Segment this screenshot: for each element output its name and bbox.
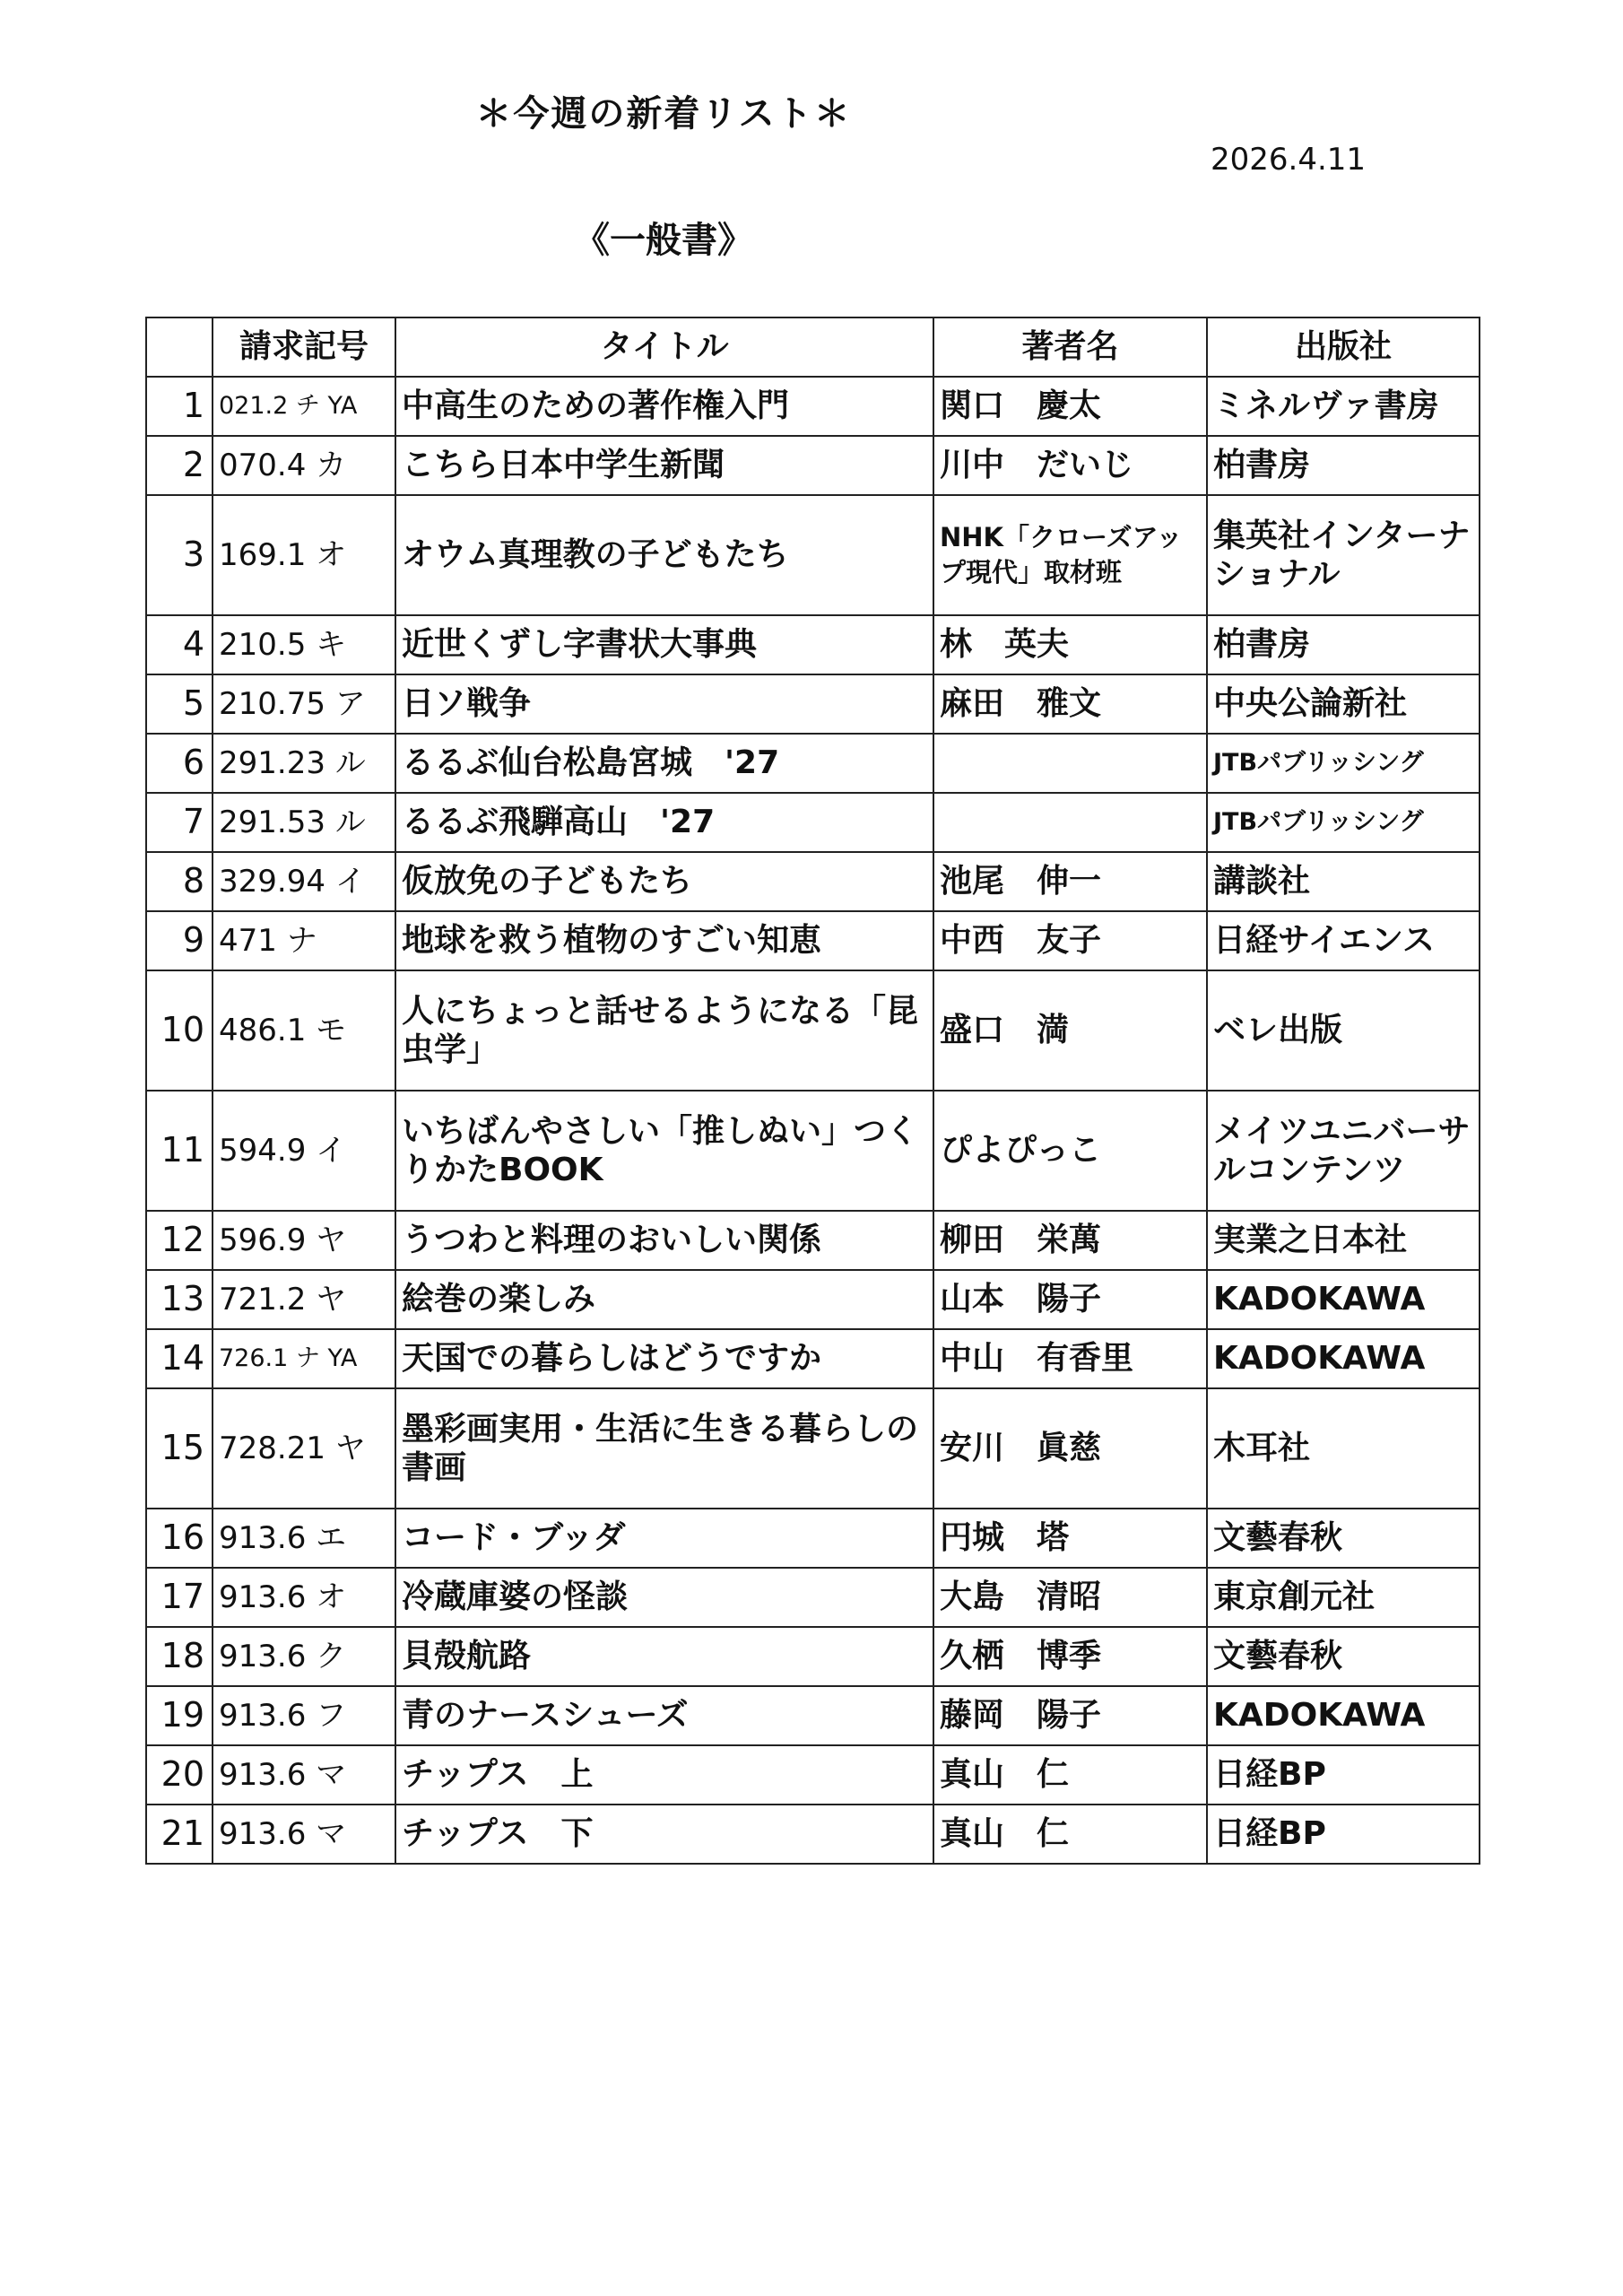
publisher-name: 講談社: [1207, 852, 1480, 911]
row-number: 20: [146, 1745, 213, 1805]
publisher-name: 文藝春秋: [1207, 1627, 1480, 1686]
table-row: [146, 970, 1480, 1091]
publisher-name: JTBパブリッシング: [1207, 793, 1480, 852]
book-title: こちら日本中学生新聞: [395, 436, 933, 495]
table-row: [146, 1509, 1480, 1568]
publisher-name: KADOKAWA: [1207, 1270, 1480, 1329]
call-number: 913.6 マ: [213, 1805, 395, 1864]
call-number: 721.2 ヤ: [213, 1270, 395, 1329]
call-number: 728.21 ヤ: [213, 1388, 395, 1509]
author-name: 円城 塔: [933, 1509, 1207, 1568]
author-name: 中山 有香里: [933, 1329, 1207, 1388]
author-name: 中西 友子: [933, 911, 1207, 970]
call-number: 913.6 マ: [213, 1745, 395, 1805]
row-number: 9: [146, 911, 213, 970]
table-row: [146, 1388, 1480, 1509]
page-title: ＊今週の新着リスト＊: [475, 93, 852, 135]
book-title: るるぶ仙台松島宮城 '27: [395, 734, 933, 793]
row-number: 5: [146, 674, 213, 734]
publisher-name: 柏書房: [1207, 615, 1480, 674]
row-number: 3: [146, 495, 213, 615]
book-title: 墨彩画実用・生活に生きる暮らしの書画: [395, 1388, 933, 1509]
call-number: 291.23 ル: [213, 734, 395, 793]
book-title: 貝殻航路: [395, 1627, 933, 1686]
call-number: 913.6 オ: [213, 1568, 395, 1627]
author-name: [933, 793, 1207, 852]
author-name: 久栖 博季: [933, 1627, 1207, 1686]
call-number: 913.6 ク: [213, 1627, 395, 1686]
row-number: 7: [146, 793, 213, 852]
publisher-name: 東京創元社: [1207, 1568, 1480, 1627]
table-row: [146, 911, 1480, 970]
author-name: 川中 だいじ: [933, 436, 1207, 495]
table-row: [146, 377, 1480, 436]
publisher-name: 木耳社: [1207, 1388, 1480, 1509]
call-number: 021.2 チ YA: [213, 377, 395, 436]
table-row: [146, 734, 1480, 793]
author-name: 麻田 雅文: [933, 674, 1207, 734]
publisher-name: KADOKAWA: [1207, 1329, 1480, 1388]
publisher-name: ベレ出版: [1207, 970, 1480, 1091]
call-number: 913.6 フ: [213, 1686, 395, 1745]
table-row: [146, 793, 1480, 852]
call-number: 594.9 イ: [213, 1091, 395, 1211]
table-row: [146, 1270, 1480, 1329]
row-number: 1: [146, 377, 213, 436]
row-number: 11: [146, 1091, 213, 1211]
book-title: 地球を救う植物のすごい知恵: [395, 911, 933, 970]
author-name: 安川 眞慈: [933, 1388, 1207, 1509]
row-number: 2: [146, 436, 213, 495]
table-row: [146, 615, 1480, 674]
publisher-name: 文藝春秋: [1207, 1509, 1480, 1568]
table-row: [146, 1211, 1480, 1270]
book-title: るるぶ飛騨高山 '27: [395, 793, 933, 852]
row-number: 17: [146, 1568, 213, 1627]
author-name: NHK「クローズアップ現代」取材班: [933, 495, 1207, 615]
table-row: [146, 495, 1480, 615]
book-title: オウム真理教の子どもたち: [395, 495, 933, 615]
call-number: 329.94 イ: [213, 852, 395, 911]
row-number: 13: [146, 1270, 213, 1329]
publisher-name: メイツユニバーサルコンテンツ: [1207, 1091, 1480, 1211]
book-title: 近世くずし字書状大事典: [395, 615, 933, 674]
list-date: 2026.4.11: [1211, 142, 1367, 178]
column-header-publisher: 出版社: [1207, 317, 1480, 377]
author-name: [933, 734, 1207, 793]
publisher-name: 日経BP: [1207, 1745, 1480, 1805]
table-row: [146, 1627, 1480, 1686]
author-name: 藤岡 陽子: [933, 1686, 1207, 1745]
row-number: 12: [146, 1211, 213, 1270]
publisher-name: JTBパブリッシング: [1207, 734, 1480, 793]
call-number: 169.1 オ: [213, 495, 395, 615]
author-name: 大島 清昭: [933, 1568, 1207, 1627]
call-number: 596.9 ヤ: [213, 1211, 395, 1270]
author-name: 真山 仁: [933, 1805, 1207, 1864]
book-title: 仮放免の子どもたち: [395, 852, 933, 911]
table-row: [146, 436, 1480, 495]
call-number: 471 ナ: [213, 911, 395, 970]
author-name: 関口 慶太: [933, 377, 1207, 436]
author-name: 林 英夫: [933, 615, 1207, 674]
call-number: 070.4 カ: [213, 436, 395, 495]
row-number: 21: [146, 1805, 213, 1864]
author-name: ぴよぴっこ: [933, 1091, 1207, 1211]
publisher-name: 日経サイエンス: [1207, 911, 1480, 970]
column-header-call-number: 請求記号: [213, 317, 395, 377]
row-number: 16: [146, 1509, 213, 1568]
row-number: 15: [146, 1388, 213, 1509]
author-name: 柳田 栄萬: [933, 1211, 1207, 1270]
book-title: いちばんやさしい「推しぬい」つくりかたBOOK: [395, 1091, 933, 1211]
book-title: チップス 上: [395, 1745, 933, 1805]
new-arrivals-table: [145, 317, 1480, 1865]
author-name: 山本 陽子: [933, 1270, 1207, 1329]
publisher-name: ミネルヴァ書房: [1207, 377, 1480, 436]
table-row: [146, 1091, 1480, 1211]
call-number: 210.5 キ: [213, 615, 395, 674]
publisher-name: 実業之日本社: [1207, 1211, 1480, 1270]
row-number: 10: [146, 970, 213, 1091]
book-title: 日ソ戦争: [395, 674, 933, 734]
book-title: 天国での暮らしはどうですか: [395, 1329, 933, 1388]
row-number: 18: [146, 1627, 213, 1686]
call-number: 726.1 ナ YA: [213, 1329, 395, 1388]
table-row: [146, 1329, 1480, 1388]
column-header-author: 著者名: [933, 317, 1207, 377]
author-name: 真山 仁: [933, 1745, 1207, 1805]
call-number: 210.75 ア: [213, 674, 395, 734]
table-row: [146, 674, 1480, 734]
publisher-name: 柏書房: [1207, 436, 1480, 495]
table-row: [146, 852, 1480, 911]
book-title: コード・ブッダ: [395, 1509, 933, 1568]
table-row: [146, 1745, 1480, 1805]
book-title: 絵巻の楽しみ: [395, 1270, 933, 1329]
table-row: [146, 1805, 1480, 1864]
section-heading: 《一般書》: [574, 220, 753, 261]
author-name: 盛口 満: [933, 970, 1207, 1091]
author-name: 池尾 伸一: [933, 852, 1207, 911]
row-number: 6: [146, 734, 213, 793]
publisher-name: 日経BP: [1207, 1805, 1480, 1864]
table-header-row: [146, 317, 1480, 377]
book-title: 人にちょっと話せるようになる「昆虫学」: [395, 970, 933, 1091]
row-number: 14: [146, 1329, 213, 1388]
table-row: [146, 1686, 1480, 1745]
book-title: チップス 下: [395, 1805, 933, 1864]
column-header-no: [146, 317, 213, 377]
call-number: 913.6 エ: [213, 1509, 395, 1568]
book-title: 青のナースシューズ: [395, 1686, 933, 1745]
book-title: 中高生のための著作権入門: [395, 377, 933, 436]
publisher-name: 集英社インターナショナル: [1207, 495, 1480, 615]
row-number: 19: [146, 1686, 213, 1745]
table-row: [146, 1568, 1480, 1627]
row-number: 4: [146, 615, 213, 674]
book-title: うつわと料理のおいしい関係: [395, 1211, 933, 1270]
column-header-title: タイトル: [395, 317, 933, 377]
call-number: 486.1 モ: [213, 970, 395, 1091]
publisher-name: 中央公論新社: [1207, 674, 1480, 734]
row-number: 8: [146, 852, 213, 911]
publisher-name: KADOKAWA: [1207, 1686, 1480, 1745]
call-number: 291.53 ル: [213, 793, 395, 852]
book-title: 冷蔵庫婆の怪談: [395, 1568, 933, 1627]
